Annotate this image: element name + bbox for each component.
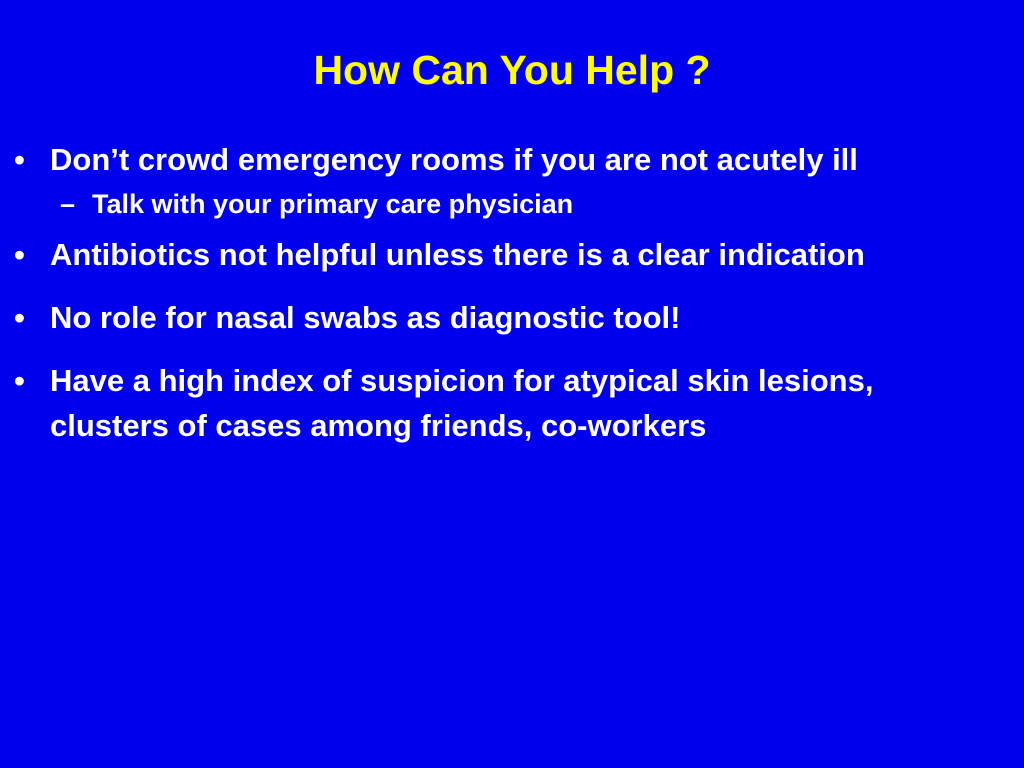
bullet-marker: • (14, 300, 25, 335)
bullet-text: No role for nasal swabs as diagnostic tool! (50, 300, 681, 335)
bullet-text: Have a high index of suspicion for atypical skin lesions, clusters of cases among friends, co-workers (50, 363, 874, 443)
bullet-item (0, 358, 1024, 448)
bullet-item (0, 295, 1024, 340)
bullet-text: Antibiotics not helpful unless there is a clear indication (50, 237, 865, 272)
bullet-marker: • (14, 237, 25, 272)
sub-bullet-item (50, 184, 954, 224)
bullet-list (0, 137, 1024, 466)
bullet-text: Don’t crowd emergency rooms if you are not acutely ill (50, 142, 858, 177)
sub-bullet-text: Talk with your primary care physician (92, 189, 574, 219)
slide-title: How Can You Help ? (313, 47, 711, 93)
bullet-item (0, 137, 1024, 224)
bullet-marker: • (14, 363, 25, 398)
bullet-marker: • (14, 142, 25, 177)
sub-bullet-marker: – (60, 189, 76, 219)
bullet-item (0, 232, 1024, 277)
